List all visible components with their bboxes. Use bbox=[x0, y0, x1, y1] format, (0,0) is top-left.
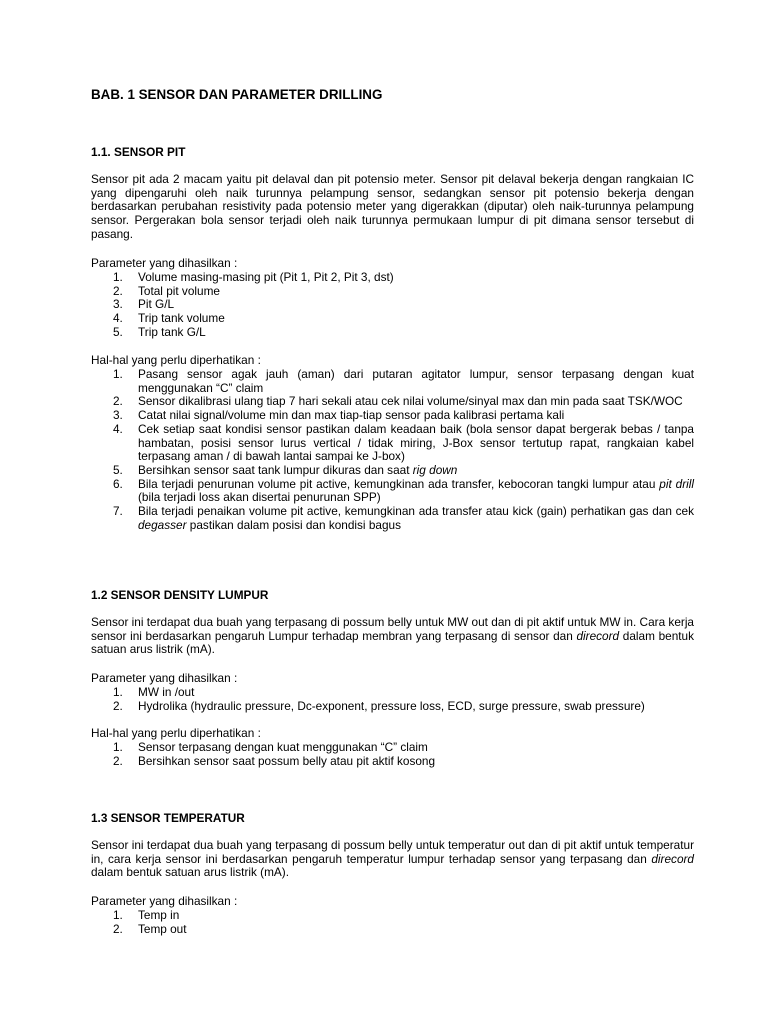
params-intro: Parameter yang dihasilkan : bbox=[91, 671, 238, 685]
notes-list bbox=[91, 368, 694, 532]
section-paragraph-density bbox=[91, 616, 694, 657]
paragraph-text-end: dalam bentuk satuan arus listrik (mA). bbox=[91, 628, 694, 657]
section-paragraph-temperatur bbox=[91, 839, 694, 880]
list-item bbox=[91, 686, 694, 700]
list-item bbox=[91, 478, 694, 505]
list-item bbox=[91, 368, 694, 395]
list-text: Sensor dikalibrasi ulang tiap 7 hari sekali atau cek nilai volume/sinyal max dan min pada saat TSK/WOC bbox=[138, 394, 683, 409]
paragraph-text: Sensor ini terdapat dua buah yang terpasang di possum belly untuk MW out dan di pit aktif untuk MW in. Cara kerja sensor ini berdasarkan pengaruh Lumpur terhadap membran yang terpasang di sensor dan bbox=[91, 615, 694, 643]
list-number: 2. bbox=[113, 698, 123, 713]
section-paragraph-sensor-pit: Sensor pit ada 2 macam yaitu pit delaval dan pit potensio meter. Sensor pit delaval bekerja dengan rangkaian IC yang dipengaruhi oleh naik turunnya pelampung sensor, sedangkan sensor pit potensio bekerja dengan berdasarkan perubahan resistivity pada potensio meter yang digerakkan (diputar) oleh naik-turunnya pelampung sensor. Pergerakan bola sensor terjadi oleh naik turunnya permukaan lumpur di pit dimana sensor tersebut di pasang. bbox=[91, 172, 694, 241]
list-text-post: (bila terjadi loss akan disertai penurunan SPP) bbox=[138, 490, 381, 505]
list-text: Temp in bbox=[138, 908, 180, 922]
list-number: 1. bbox=[113, 367, 123, 381]
notes-intro: Hal-hal yang perlu diperhatikan : bbox=[91, 726, 261, 740]
list-number: 2. bbox=[113, 753, 123, 768]
list-number: 7. bbox=[113, 504, 123, 519]
list-text: Pasang sensor agak jauh (aman) dari putaran agitator lumpur, sensor terpasang dengan kuat menggunakan “C” claim bbox=[138, 367, 694, 395]
section-heading-temperatur: 1.3 SENSOR TEMPERATUR bbox=[91, 811, 245, 825]
list-item bbox=[91, 326, 694, 340]
list-text-emphasis: rig down bbox=[412, 462, 458, 477]
list-item bbox=[91, 464, 694, 478]
list-number: 5. bbox=[113, 324, 123, 339]
list-text: Catat nilai signal/volume min dan max tiap-tiap sensor pada kalibrasi pertama kali bbox=[138, 408, 565, 423]
paragraph-text: Sensor ini terdapat dua buah yang terpasang di possum belly untuk temperatur out dan di pit aktif untuk temperatur in, cara kerja sensor ini berdasarkan pengaruh temperatur lumpur terhadap sensor yang terpasang dan bbox=[91, 838, 694, 866]
list-number: 3. bbox=[113, 408, 123, 423]
list-text-pre: Bila terjadi penaikan volume pit active, kemungkinan ada transfer atau kick (gain) perhatikan gas dan cek bbox=[138, 504, 694, 519]
list-text: MW in /out bbox=[138, 685, 195, 699]
params-list bbox=[91, 271, 694, 340]
notes-list bbox=[91, 741, 694, 768]
list-number: 1. bbox=[113, 270, 123, 284]
list-number: 2. bbox=[113, 394, 123, 409]
list-text: Trip tank volume bbox=[138, 311, 225, 326]
paragraph-emphasis: direcord bbox=[651, 851, 694, 866]
list-number: 6. bbox=[113, 476, 123, 491]
list-text-pre: Bersihkan sensor saat tank lumpur dikuras dan saat bbox=[138, 462, 413, 477]
paragraph-emphasis: direcord bbox=[576, 628, 620, 643]
list-text: Trip tank G/L bbox=[138, 324, 206, 339]
section-heading-sensor-pit: 1.1. SENSOR PIT bbox=[91, 145, 186, 159]
list-item bbox=[91, 909, 694, 923]
list-item bbox=[91, 505, 694, 532]
list-item bbox=[91, 423, 694, 464]
list-item bbox=[91, 395, 694, 409]
params-intro: Parameter yang dihasilkan : bbox=[91, 256, 238, 270]
params-intro: Parameter yang dihasilkan : bbox=[91, 894, 238, 908]
list-item bbox=[91, 700, 694, 714]
list-text: Volume masing-masing pit (Pit 1, Pit 2, Pit 3, dst) bbox=[138, 270, 394, 284]
list-number: 5. bbox=[113, 462, 123, 477]
list-text-emphasis: degasser bbox=[138, 517, 187, 532]
list-number: 3. bbox=[113, 297, 123, 312]
list-number: 2. bbox=[113, 921, 123, 936]
list-text: Total pit volume bbox=[138, 283, 220, 298]
list-number: 1. bbox=[113, 908, 123, 922]
list-text-pre: Bila terjadi penurunan volume pit active, kemungkinan ada transfer, kebocoran tangki lumpur atau bbox=[138, 476, 660, 491]
list-item bbox=[91, 285, 694, 299]
list-text-emphasis: pit drill bbox=[659, 476, 694, 491]
list-number: 4. bbox=[113, 421, 123, 436]
list-item bbox=[91, 755, 694, 769]
list-text: Pit G/L bbox=[138, 297, 175, 312]
notes-intro: Hal-hal yang perlu diperhatikan : bbox=[91, 353, 261, 367]
list-number: 1. bbox=[113, 740, 123, 754]
list-text: Cek setiap saat kondisi sensor pastikan dalam keadaan baik (bola sensor dapat bergerak bebas / tanpa hambatan, posisi sensor lurus vertical / tidak miring, J-Box sensor tertutup rapat, rangkaian kabel terpasang aman / di bawah lantai sampai ke J-box) bbox=[138, 421, 694, 464]
section-heading-density: 1.2 SENSOR DENSITY LUMPUR bbox=[91, 588, 269, 602]
params-list bbox=[91, 909, 694, 936]
document-title: BAB. 1 SENSOR DAN PARAMETER DRILLING bbox=[91, 87, 383, 102]
list-text: Temp out bbox=[138, 921, 187, 936]
list-item bbox=[91, 312, 694, 326]
list-item bbox=[91, 741, 694, 755]
list-number: 4. bbox=[113, 311, 123, 326]
list-text-post: pastikan dalam posisi dan kondisi bagus bbox=[186, 517, 401, 532]
params-list bbox=[91, 686, 694, 713]
list-text: Sensor terpasang dengan kuat menggunakan “C” claim bbox=[138, 740, 428, 754]
list-number: 1. bbox=[113, 685, 123, 699]
list-number: 2. bbox=[113, 283, 123, 298]
list-item bbox=[91, 298, 694, 312]
list-text: Hydrolika (hydraulic pressure, Dc-exponent, pressure loss, ECD, surge pressure, swab pressure) bbox=[138, 698, 645, 713]
list-item bbox=[91, 271, 694, 285]
list-item bbox=[91, 409, 694, 423]
list-item bbox=[91, 923, 694, 937]
list-text: Bersihkan sensor saat possum belly atau pit aktif kosong bbox=[138, 753, 436, 768]
paragraph-text-end: dalam bentuk satuan arus listrik (mA). bbox=[91, 865, 290, 880]
